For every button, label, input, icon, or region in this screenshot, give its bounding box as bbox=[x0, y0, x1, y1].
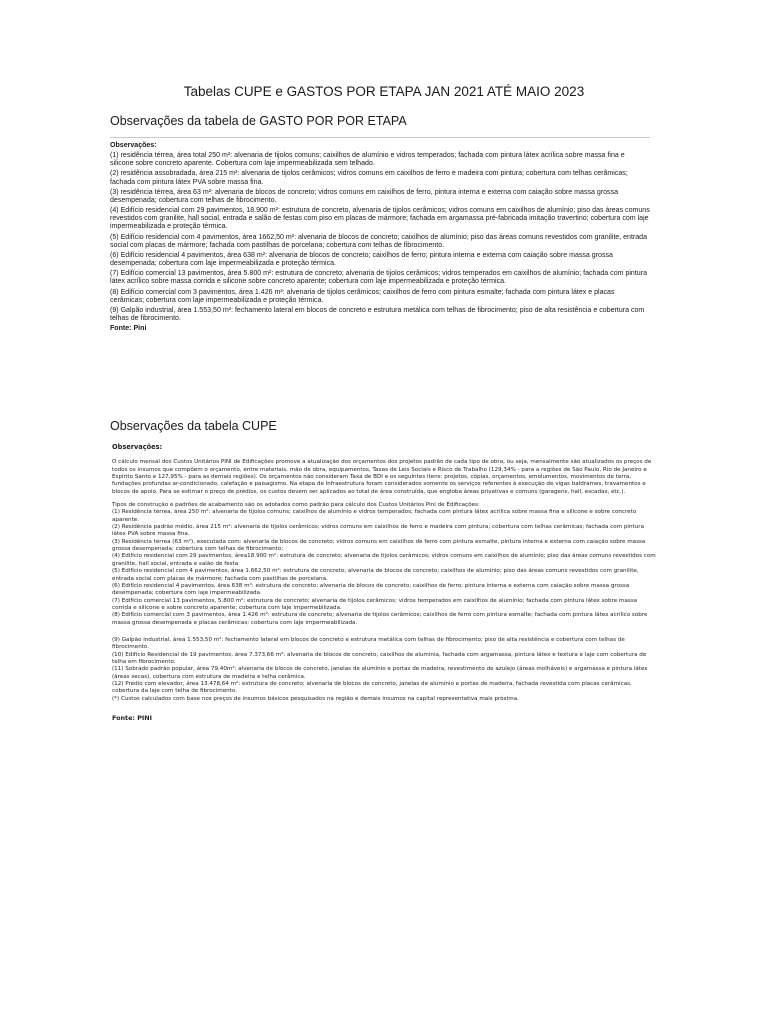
cupe-section-heading: Observações da tabela CUPE bbox=[110, 419, 277, 433]
gasto-obs-item-9: (9) Galpão industrial, área 1.553,50 m²: fechamento lateral em blocos de concreto e estrutura metálica com telhas de fibrocimento; piso de alta resistência e cobertura com telhas de fibrocimento. bbox=[110, 306, 645, 322]
cupe-obs-item-4: (4) Edifício residencial com 29 pavimentos, área18.900 m²: estrutura de concreto; alvenaria de tijolos cerâmicos; vidros comuns em caixilhos de alumínio; piso das áreas comuns revestidos com granilite, hall social, entrada e salão de festa bbox=[112, 553, 656, 567]
cupe-obs-item-7: (7) Edifício comercial 13 pavimentos, 5.800 m²: estrutura de concreto; alvenaria de tijolos cerâmicos; vidros temperados em caixilhos de alumínio; fachada com pintura látex sobre massa corrida e silicone e sobre concreto aparente; cobertura com laje impermebilizada. bbox=[112, 597, 638, 611]
gasto-obs-item-8: (8) Edifício comercial com 3 pavimentos, área 1.426 m²: alvenaria de tijolos cerâmicos; caixilhos de ferro com pintura esmalte; fachada com pintura látex e placas cerâmicas; cobertura com laje impermeabilizada e proteção térmica. bbox=[110, 288, 615, 304]
cupe-intro-paragraph: O cálculo mensal dos Custos Unitários PINI de Edificações promove a atualização dos orçamentos dos projetos padrão de cada tipo de obra, ou seja, mensalmente são atualizados os preços de todos os insumos que compõem o orçamento, entre materiais, mão de obra, equipamentos, Taxas de Leis Sociais e Risco de Trabalho (129,34% - para a regiões de São Paulo, Rio de Janeiro e Espírito Santo e 127,95% - para as demais regiões). Os orçamentos não consideram Taxa de BDI e os seguintes itens: projetos, cópias, orçamentos, emolumentos, movimentos de terra, fundações profundas ar-condicionado, calefação e paisagismo. Na etapa de Infraestrutura foram considerados somente os serviços referentes à execução de vigas baldrames, travamentos e blocos de apoio. Para se estimar o preço de prédios, os custos devem ser aplicados ao total de área construída, que engloba áreas privativas e comuns (garagens, hall, escadas, etc.). bbox=[112, 459, 652, 495]
gasto-obs-item-3: (3) residência térrea, área 63 m²: alvenaria de blocos de concreto; vidros comuns em caixilhos de ferro, pintura interna e externa com caiação sobre massa grossa desempenada; cobertura com telhas de fibrocimento. bbox=[110, 188, 619, 204]
gasto-obs-label: Observações: bbox=[110, 142, 157, 149]
cupe-obs-item-2: (2) Residência padrão médio, área 215 m²: alvenaria de tijolos cerâmicos; vidros comuns em caixilhos de ferro e madeira com pintura; cobertura com telhas cerâmicas; fachada com pintura látex PVA sobre massa fina. bbox=[112, 524, 645, 538]
cupe-obs-item-6: (6) Edifício residencial 4 pavimentos, área 638 m²: estrutura de concreto; alvenaria de blocos de concreto; caixilhos de ferro; pintura interna e externa com caiação sobre massa grossa desempenada; cobertura com laje impermeabilizada. bbox=[112, 582, 630, 597]
gasto-obs-item-6: (6) Edifício residencial 4 pavimentos, área 638 m²: alvenaria de blocos de concreto; caixilhos de ferro; pintura interna e externa com caiação sobre massa grossa desempenada; cobertura com laje impermeabilizada e proteção térmica. bbox=[110, 251, 613, 268]
cupe-obs-item-12: (12) Prédio com elevador, área 13.478,64 m²: estrutura de concreto; alvenaria de blocos de concreto, janelas de alumínio e portas de madeira, fachada revestida com placas cerâmicas, cobertura da laje com telha de fibrocimento. bbox=[112, 680, 632, 695]
cupe-obs-item-10: (10) Edifício Residencial de 19 pavimentos, área 7.373,66 m²: alvenaria de blocos de concreto, caixilhos de alumínia, fachada com argamassa, pintura látex e textura e laje com cobertura de telha em fibrocimento. bbox=[112, 651, 647, 665]
gasto-source: Fonte: Pini bbox=[110, 325, 147, 333]
cupe-obs-item-11: (11) Sobrado padrão popular, área 79,40m²: alvenaria de blocos de concreto, janelas de alumínio e portas de madeira, revestimento de azulejo (áreas molháveis) e argamassa e pintura látex (áreas secas), cobertura com estrutura de madeira e telha cerâmica. bbox=[112, 666, 648, 680]
page-title: Tabelas CUPE e GASTOS POR ETAPA JAN 2021 ATÉ MAIO 2023 bbox=[183, 84, 585, 99]
cupe-obs-item-9: (9) Galpão industrial, área 1.553,50 m²: fechamento lateral em blocos de concreto e estrutura metálica com telhas de fibrocimento; piso de alta resistência e cobertura com telhas de fibrocimento. bbox=[112, 636, 625, 651]
gasto-obs-item-4: (4) Edifício residencial com 29 pavimentos, 18.900 m²: estrutura de concreto, alvenaria de tijolos cerâmicos; vidros comuns em caixilhos de alumínio; piso das áreas comuns revestidos com granilite, hall social, entrada e salão de festas com piso em placas de mármore; fachada em argamassa pré-fabricada imitação travertino; cobertura com laje impermeabilizada e proteção térmica. bbox=[110, 207, 650, 231]
gasto-section-heading: Observações da tabela de GASTO POR POR ETAPA bbox=[110, 114, 407, 128]
cupe-obs-item-3: (3) Residência térrea (63 m²), executada com: alvenaria de blocos de concreto; vidros comuns em caixilhos de ferro com pintura esmalte, pintura interna e externa com caiação sobre massa grossa desempenada; cobertura com telhas de fibrocimento; bbox=[112, 538, 646, 553]
gasto-obs-item-7: (7) Edifício comercial 13 pavimentos, área 5.800 m²: estrutura de concreto; alvenaria de tijolos cerâmicos; vidros temperados em caixilhos de alumínio; fachada com pintura látex acrílico sobre massa corrida e silicone sobre concreto aparente; cobertura com laje impermeabilizada e proteção térmica. bbox=[110, 270, 647, 286]
gasto-obs-item-5: (5) Edifício residencial com 4 pavimentos, área 1662,50 m²: alvenaria de blocos de concreto; caixilhos de alumínio; piso das áreas comuns revestidos com granilite, entrada social com placas de mármore; fachada com pastilhas de porcelana; cobertura com telhas de fibrocimento. bbox=[110, 233, 648, 249]
cupe-obs-item-1: (1) Residência térrea, área 250 m²: alvenaria de tijolos comuns; caixilhos de alumínio e vidros temperados; fachada com pintura látex acrílica sobre massa fina e silicone e sobre concreto aparente. bbox=[112, 509, 637, 523]
gasto-obs-item-2: (2) residência assobradada, área 215 m²: alvenaria de tijolos cerâmicos; vidros comuns em caixilhos de ferro e madeira com pintura; cobertura com telhas cerâmicas; fachada com pintura látex PVA sobre massa fina. bbox=[110, 170, 628, 186]
cupe-obs-label: Observações: bbox=[112, 443, 163, 451]
gasto-obs-item-1: (1) residência térrea, área total 250 m²: alvenaria de tijolos comuns; caixilhos de alumínio e vidros temperados; fachada com pintura látex acrílica sobre massa fina e silicone sobre concreto aparente. Cobertura com laje impermeabilizada sem telhado. bbox=[110, 152, 625, 168]
cupe-obs-item-5: (5) Edifício residencial com 4 pavimentos, área 1.662,50 m²: estrutura de concreto; alvenaria de blocos de concreto; caixilhos de alumínio; piso das áreas comuns revestidos com granilite, entrada social com placas de mármore; fachada com pastilhas de porcelana. bbox=[112, 568, 639, 582]
cupe-source: Fonte: PINI bbox=[112, 714, 153, 722]
cupe-obs-item-8: (8) Edifício comercial com 3 pavimentos, área 1.426 m²: estrutura de concreto; alvenaria de tijolos cerâmicos; caixilhos de ferro com pintura esmalte; fachada com pintura látex acrílico sobre massa grossa desempenada e placas cerâmicas; cobertura com laje impermeabilizada. bbox=[112, 612, 648, 626]
gasto-observations-image bbox=[110, 137, 650, 333]
cupe-observations-image bbox=[112, 444, 658, 722]
cupe-obs-footnote: (*) Custos calculados com base nos preços de insumos básicos pesquisados na região e demais insumos na capital representativa mais próxima. bbox=[112, 695, 519, 702]
cupe-types-intro: Tipos de construção e padrões de acabamento são os adotados como padrão para cálculo dos Custos Unitários Pini de Edificações: bbox=[112, 502, 480, 509]
